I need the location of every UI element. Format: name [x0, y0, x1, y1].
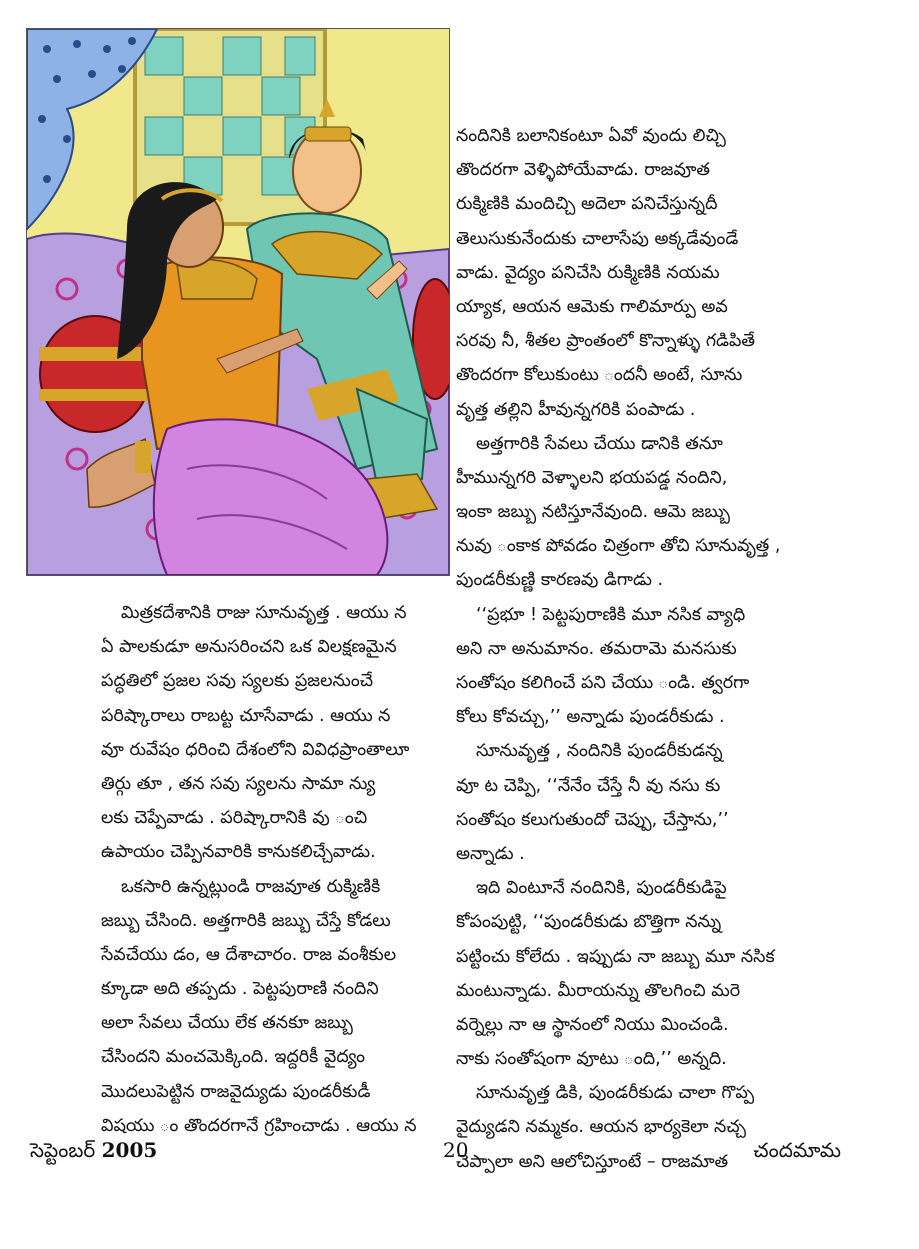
text-column-right	[456, 119, 901, 1179]
story-line: తెలుసుకునేందుకు చాలాసేపు అక్కడేవుండే	[456, 228, 739, 249]
story-line: ఇంకా జబ్బు నటిస్తూనేవుంది. ఆమె జబ్బు	[456, 502, 731, 523]
story-line: నాకు సంతోషంగా వూటు ంది,’’ అన్నది.	[456, 1049, 727, 1070]
story-line: వృత్త తల్లిని హీవున్నగరికి పంపాడు .	[456, 399, 696, 420]
story-line: వైద్యుడని నమ్మకం. ఆయన భార్యకెలా నచ్చ	[456, 1117, 746, 1138]
story-line: ఉపాయం చెప్పినవారికి కానుకలిచ్చేవాడు.	[101, 842, 376, 863]
story-line: ఇది వింటూనే నందినికి, పుండరీకుడిపై	[476, 878, 727, 899]
story-line: మొదలుపెట్టిన రాజవైద్యుడు పుండరీకుడీ	[101, 1081, 371, 1102]
story-line: తిర్గు తూ , తన సవు స్యలను సామా న్యు	[101, 773, 376, 794]
story-line: మిత్రకదేశానికి రాజు సూనువృత్త . ఆయు న	[121, 603, 407, 623]
story-line: క్కూడా అది తప్పదు . పెట్టపురాణి నందిని	[101, 979, 379, 1000]
story-line: పరిష్కారాలు రాబట్ట చూసేవాడు . ఆయు న	[101, 705, 391, 726]
story-line: విషయు ం తొందరగానే గ్రహించాడు . ఆయు న	[101, 1115, 417, 1136]
story-line: ఒకసారి ఉన్నట్లుండి రాజవూత రుక్మిణికి	[121, 876, 381, 897]
story-line: తొందరగా కోలుకుంటు ందనీ అంటే, సూను	[456, 365, 743, 386]
story-line: వర్నెల్లు నా ఆ స్థానంలో నియు మించండి.	[456, 1014, 729, 1035]
issue-year: 2005	[101, 1138, 158, 1162]
story-line: చెప్పాలా అని ఆలోచిస్తూంటే – రాజమాత	[456, 1151, 729, 1172]
page-number: 20	[443, 1138, 469, 1162]
story-line: ఏ పాలకుడూ అనుసరించని ఒక విలక్షణమైన	[101, 637, 397, 658]
story-line: హీమున్నగరి వెళ్ళాలని భయపడ్డ నందిని,	[456, 467, 728, 488]
story-line: పద్ధతిలో ప్రజల సవు స్యలకు ప్రజలనుంచే	[101, 671, 373, 692]
story-line: అన్నాడు .	[456, 843, 525, 864]
story-line: సేవచేయు డం, ఆ దేశాచారం. రాజ వంశీకుల	[101, 944, 397, 965]
story-line: య్యాక, ఆయన ఆమెకు గాలిమార్పు అవ	[456, 296, 728, 317]
story-line: జబ్బు చేసింది. అత్తగారికి జబ్బు చేస్తే కోడలు	[101, 910, 391, 931]
story-line: వాడు. వైద్యం పనిచేసి రుక్మిణికి నయమ	[456, 262, 720, 283]
story-line: చేసిందని మంచమెక్కింది. ఇద్దరికీ వైద్యం	[101, 1047, 366, 1068]
story-line: పట్టించు కోలేదు . ఇప్పుడు నా జబ్బు మూ నసిక	[456, 946, 775, 967]
issue-date	[30, 1138, 157, 1167]
text-column-left	[101, 596, 451, 1143]
story-line: కోలు కోవచ్చు,’’ అన్నాడు పుండరీకుడు .	[456, 707, 725, 728]
story-illustration	[26, 28, 450, 576]
story-line: అలా సేవలు చేయు లేక తనకూ జబ్బు	[101, 1013, 353, 1034]
story-line: సంతోషం కలిగించే పని చేయు ండి. త్వరగా	[456, 673, 750, 693]
story-line: మంటున్నాడు. మీరాయన్ను తొలగించి మరె	[456, 980, 741, 1001]
story-line: పుండరీకుణ్ణి కారణవు డిగాడు .	[456, 570, 664, 591]
story-line: సరవు నీ, శీతల ప్రాంతంలో కొన్నాళ్ళు గడిపితే	[456, 331, 756, 352]
illustration-art	[27, 29, 449, 575]
story-line: ‘‘ప్రభూ ! పెట్టపురాణికి మూ నసిక వ్యాధి	[476, 604, 746, 625]
story-line: లకు చెప్పేవాడు . పరిష్కారానికి వు ంచి	[101, 808, 368, 829]
story-line: సూనువృత్త డికి, పుండరీకుడు చాలా గొప్ప	[476, 1083, 755, 1104]
story-line: సంతోషం కలుగుతుందో చెప్పు, చేస్తాను,’’	[456, 809, 729, 830]
magazine-name: చందమామ	[753, 1138, 841, 1162]
issue-month: సెప్టెంబర్	[30, 1138, 102, 1162]
story-line: వూ రువేషం ధరించి దేశంలోని వివిధప్రాంతాలూ	[101, 739, 410, 760]
story-line: రుక్మిణికి మందిచ్చి అదెలా పనిచేస్తున్నదీ	[456, 194, 718, 215]
story-line: నందినికి బలానికంటూ ఏవో వుందు లిచ్చి	[456, 126, 726, 146]
story-line: నువు ంకాక పోవడం చిత్రంగా తోచి సూనువృత్త ,	[456, 536, 781, 557]
story-line: వూ ట చెప్పి, ‘‘నేనేం చేస్తే నీ వు నసు కు	[456, 775, 721, 796]
story-line: తొందరగా వెళ్ళిపోయేవాడు. రాజవూత	[456, 160, 710, 181]
story-line: అని నా అనుమానం. తమరామె మనసుకు	[456, 638, 737, 659]
story-line: అత్తగారికి సేవలు చేయు డానికి తనూ	[476, 433, 723, 454]
story-line: కోపంపుట్టి, ‘‘పుండరీకుడు బొత్తిగా నన్ను	[456, 912, 722, 933]
story-line: సూనువృత్త , నందినికి పుండరీకుడన్న	[476, 741, 723, 762]
